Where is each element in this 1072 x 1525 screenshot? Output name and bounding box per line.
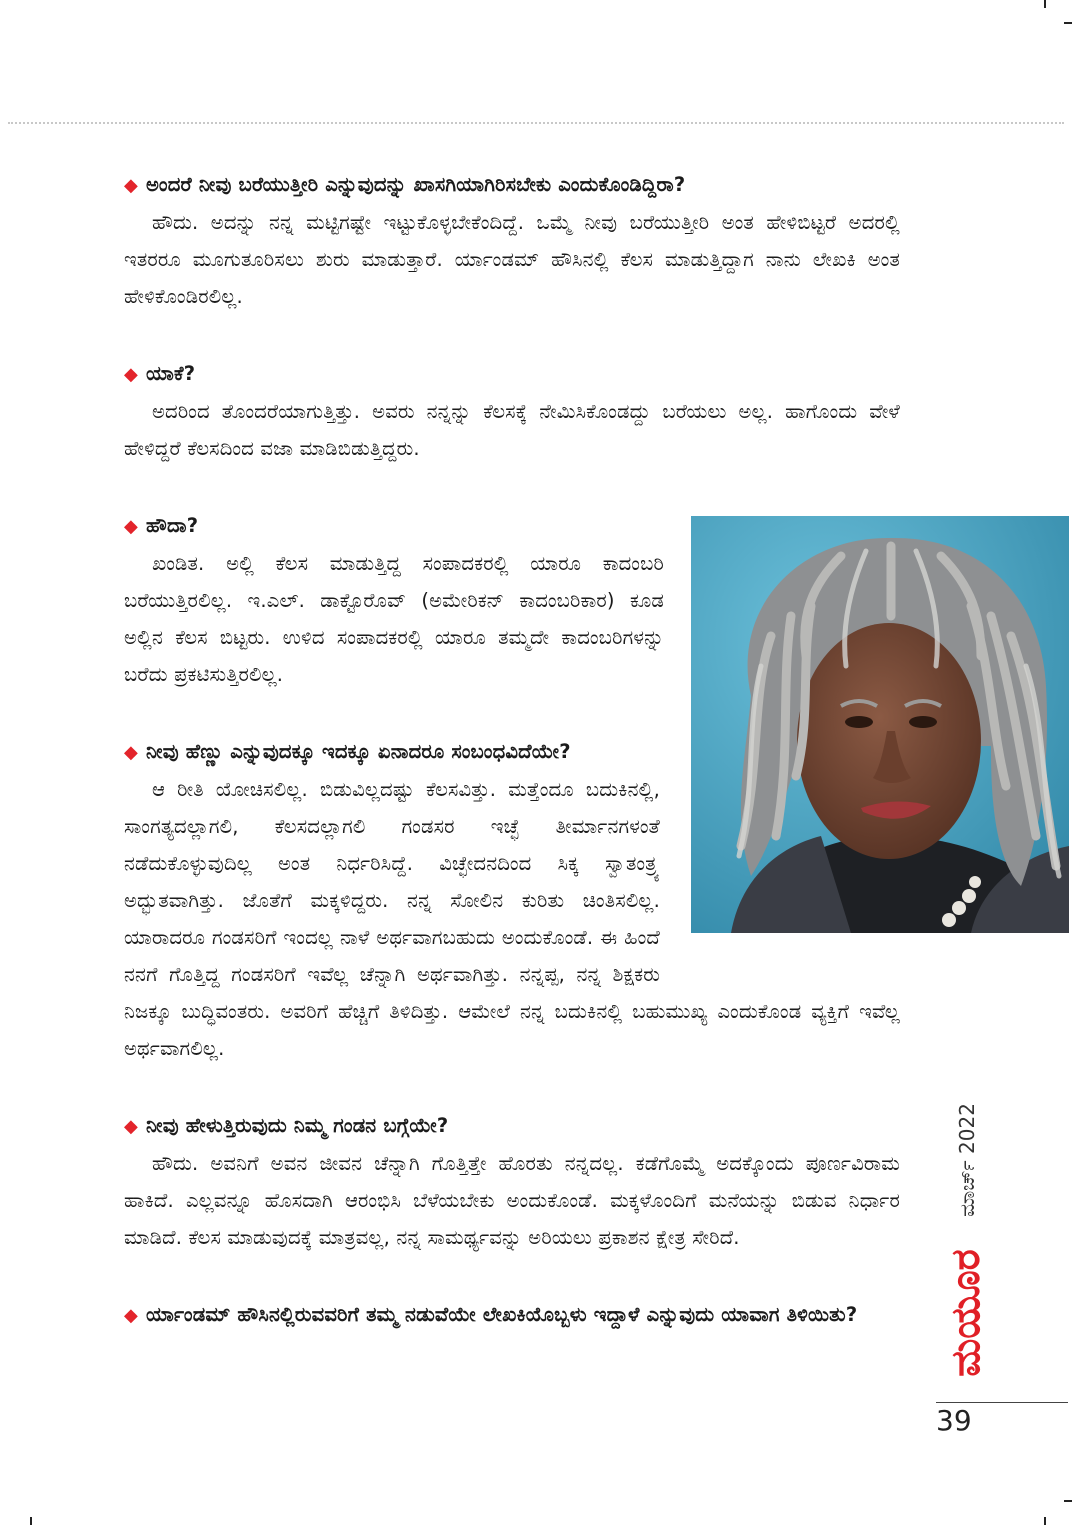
question-4 [124,733,602,771]
question-text: ರ್ಯಾಂಡಮ್ ಹೌಸಿನಲ್ಲಿರುವವರಿಗೆ ತಮ್ಮ ನಡುವೆಯೇ ಲೇಖಕಿಯೊಬ್ಬಳು ಇದ್ದಾಳೆ ಎನ್ನುವುದು ಯಾವಾಗ ತಿಳಿಯಿತು? [146,1303,858,1326]
answer-2: ಅದರಿಂದ ತೊಂದರೆಯಾಗುತ್ತಿತ್ತು. ಅವರು ನನ್ನನ್ನು ಕೆಲಸಕ್ಕೆ ನೇಮಿಸಿಕೊಂಡದ್ದು ಬರೆಯಲು ಅಲ್ಲ. ಹಾಗೊಂದು ವೇಳೆ ಹೇಳಿದ್ದರೆ ಕೆಲಸದಿಂದ ವಜಾ ಮಾಡಿಬಿಡುತ್ತಿದ್ದರು. [124,400,900,460]
answer-1: ಹೌದು. ಅದನ್ನು ನನ್ನ ಮಟ್ಟಿಗಷ್ಟೇ ಇಟ್ಟುಕೊಳ್ಳಬೇಕೆಂದಿದ್ದೆ. ಒಮ್ಮೆ ನೀವು ಬರೆಯುತ್ತೀರಿ ಅಂತ ಹೇಳಿಬಿಟ್ಟರೆ ಅದರಲ್ಲಿ ಇತರರೂ ಮೂಗುತೂರಿಸಲು ಶುರು ಮಾಡುತ್ತಾರೆ. ರ್ಯಾಂಡಮ್ ಹೌಸಿನಲ್ಲಿ ಕೆಲಸ ಮಾಡುತ್ತಿದ್ದಾಗ ನಾನು ಲೇಖಕಿ ಅಂತ ಹೇಳಿಕೊಂಡಿರಲಿಲ್ಲ. [124,211,900,308]
author-portrait-photo [691,516,1069,933]
crop-mark-bottom-right-side [1064,1500,1072,1502]
answer-5: ಹೌದು. ಅವನಿಗೆ ಅವನ ಜೀವನ ಚೆನ್ನಾಗಿ ಗೊತ್ತಿತ್ತೇ ಹೊರತು ನನ್ನದಲ್ಲ. ಕಡೆಗೊಮ್ಮೆ ಅದಕ್ಕೊಂದು ಪೂರ್ಣವಿರಾಮ ಹಾಕಿದೆ. ಎಲ್ಲವನ್ನೂ ಹೊಸದಾಗಿ ಆರಂಭಿಸಿ ಬೆಳೆಯಬೇಕು ಅಂದುಕೊಂಡೆ. ಮಕ್ಕಳೊಂದಿಗೆ ಮನೆಯನ್ನು ಬಿಡುವ ನಿರ್ಧಾರ ಮಾಡಿದೆ. ಕೆಲಸ ಮಾಡುವುದಕ್ಕೆ ಮಾತ್ರವಲ್ಲ, ನನ್ನ ಸಾಮರ್ಥ್ಯವನ್ನು ಅರಿಯಲು ಪ್ರಕಾಶನ ಕ್ಷೇತ್ರ ಸೇರಿದೆ. [124,1152,900,1249]
crop-mark-bottom-right [1044,1517,1046,1525]
crop-mark-top-right [1044,0,1046,8]
question-text: ಅಂದರೆ ನೀವು ಬರೆಯುತ್ತೀರಿ ಎನ್ನುವುದನ್ನು ಖಾಸಗಿಯಾಗಿರಿಸಬೇಕು ಎಂದುಕೊಂಡಿದ್ದಿರಾ? [146,173,686,196]
crop-mark-top-right-side [1064,22,1072,24]
question-2 [124,355,900,393]
diamond-bullet-icon: ◆ [124,1116,139,1137]
question-6 [124,1296,912,1334]
answer-3: ಖಂಡಿತ. ಅಲ್ಲಿ ಕೆಲಸ ಮಾಡುತ್ತಿದ್ದ ಸಂಪಾದಕರಲ್ಲಿ ಯಾರೂ ಕಾದಂಬರಿ ಬರೆಯುತ್ತಿರಲಿಲ್ಲ. ಇ.ಎಲ್. ಡಾಕ್ಟೊರೊವ್ (ಅಮೇರಿಕನ್ ಕಾದಂಬರಿಕಾರ) ಕೂಡ ಅಲ್ಲಿನ ಕೆಲಸ ಬಿಟ್ಟರು. ಉಳಿದ ಸಂಪಾದಕರಲ್ಲಿ ಯಾರೂ ತಮ್ಮದೇ ಕಾದಂಬರಿಗಳನ್ನು ಬರೆದು ಪ್ರಕಟಿಸುತ್ತಿರಲಿಲ್ಲ. [124,552,664,686]
question-1 [124,166,900,204]
diamond-bullet-icon: ◆ [124,516,139,537]
magazine-logo-text: ಮಯೂರ [943,1248,989,1377]
issue-date-text: ಮಾರ್ಚ್ 2022 [955,1103,979,1217]
question-text: ಹೌದಾ? [146,514,199,537]
crop-mark-bottom-left [30,1517,32,1525]
magazine-logo [936,1225,996,1400]
page-number-rule [936,1402,1068,1403]
question-text: ನೀವು ಹೇಳುತ್ತಿರುವುದು ನಿಮ್ಮ ಗಂಡನ ಬಗ್ಗೆಯೇ? [146,1114,449,1137]
answer-4-text: ಆ ರೀತಿ ಯೋಚಿಸಲಿಲ್ಲ. ಬಿಡುವಿಲ್ಲದಷ್ಟು ಕೆಲಸವಿತ್ತು. ಮತ್ತೆಂದೂ ಬದುಕಿನಲ್ಲಿ, ಸಾಂಗತ್ಯದಲ್ಲಾಗಲಿ, ಕೆಲಸದಲ್ಲಾಗಲಿ ಗಂಡಸರ ಇಚ್ಛೆ ತೀರ್ಮಾನಗಳಂತೆ ನಡೆದುಕೊಳ್ಳುವುದಿಲ್ಲ ಅಂತ ನಿರ್ಧರಿಸಿದ್ದೆ. ವಿಚ್ಛೇದನದಿಂದ ಸಿಕ್ಕ ಸ್ವಾತಂತ್ರ್ಯ ಅದ್ಭುತವಾಗಿತ್ತು. ಜೊತೆಗೆ ಮಕ್ಕಳಿದ್ದರು. ನನ್ನ ಸೋಲಿನ ಕುರಿತು ಚಿಂತಿಸಲಿಲ್ಲ. ಯಾರಾದರೂ ಗಂಡಸರಿಗೆ ಇಂದಲ್ಲ ನಾಳೆ ಅರ್ಥವಾಗಬಹುದು ಅಂದುಕೊಂಡೆ. ಈ ಹಿಂದೆ ನನಗೆ ಗೊತ್ತಿದ್ದ ಗಂಡಸರಿಗೆ ಇವೆಲ್ಲ ಚೆನ್ನಾಗಿ ಅರ್ಥವಾಗಿತ್ತು. ನನ್ನಪ್ಪ, ನನ್ನ ಶಿಕ್ಷಕರು ನಿಜಕ್ಕೂ ಬುದ್ಧಿವಂತರು. ಅವರಿಗೆ ಹೆಚ್ಚಿಗೆ ತಿಳಿದಿತ್ತು. ಆಮೇಲೆ ನನ್ನ ಬದುಕಿನಲ್ಲಿ ಬಹುಮುಖ್ಯ ಎಂದುಕೊಂಡ ವ್ಯಕ್ತಿಗೆ ಇವೆಲ್ಲ ಅರ್ಥವಾಗಲಿಲ್ಲ. [124,778,900,1060]
diamond-bullet-icon: ◆ [124,175,139,196]
question-5 [124,1107,900,1145]
diamond-bullet-icon: ◆ [124,1305,139,1326]
question-text: ಯಾಕೆ? [146,362,196,385]
diamond-bullet-icon: ◆ [124,364,139,385]
diamond-bullet-icon: ◆ [124,742,139,763]
page-number: 39 [936,1404,972,1437]
header-dotted-rule [8,122,1064,124]
issue-date [952,1100,982,1220]
question-text: ನೀವು ಹೆಣ್ಣು ಎನ್ನುವುದಕ್ಕೂ ಇದಕ್ಕೂ ಏನಾದರೂ ಸಂಬಂಧವಿದೆಯೇ? [146,740,571,763]
